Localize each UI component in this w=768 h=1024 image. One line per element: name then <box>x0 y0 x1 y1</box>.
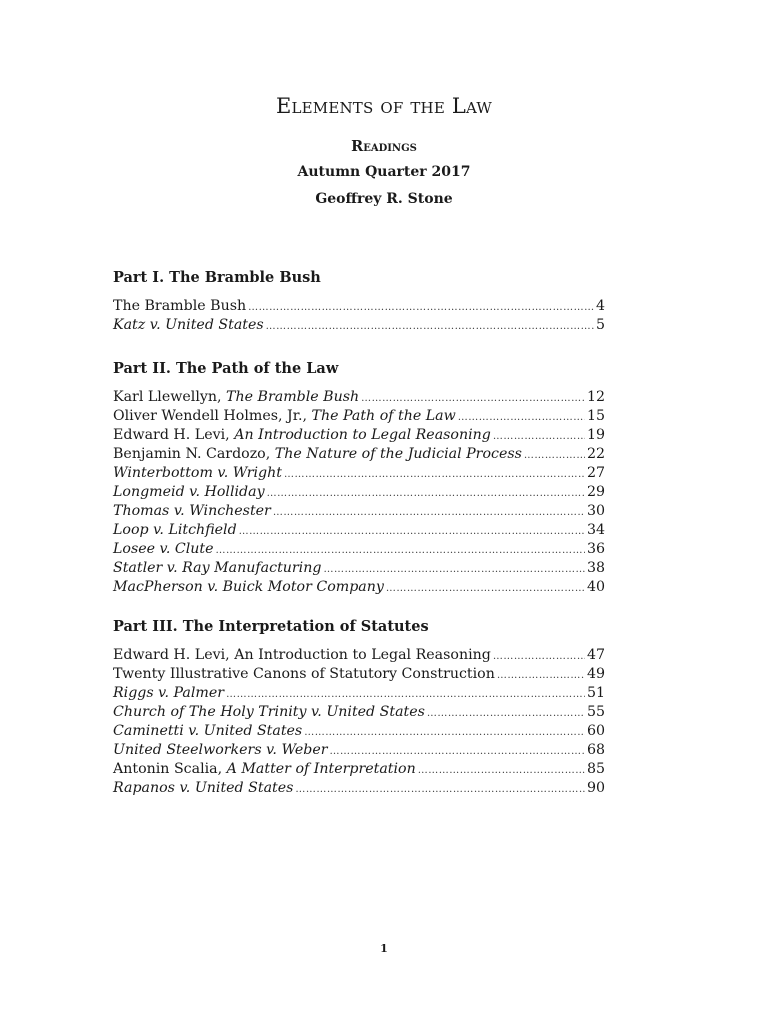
toc-entry-work: Church of The Holy Trinity v. United States <box>113 704 425 720</box>
toc-entry <box>113 297 605 316</box>
toc-entry-title <box>113 426 491 445</box>
toc-entry-page: 4 <box>595 298 605 314</box>
toc-entry <box>113 316 605 335</box>
toc-entry-title <box>113 316 264 335</box>
document-subtitle: Readings <box>351 138 417 155</box>
dot-leader <box>266 317 594 336</box>
toc-entry-title <box>113 741 328 760</box>
toc-entry-work: Riggs v. Palmer <box>113 685 225 701</box>
toc-entry-page: 12 <box>586 389 605 405</box>
toc-entry-title <box>113 779 293 798</box>
toc-entry <box>113 464 605 483</box>
dot-leader <box>493 647 585 666</box>
toc-entry-work: A Matter of Interpretation <box>226 761 416 777</box>
dot-leader <box>248 298 594 317</box>
dot-leader <box>284 465 585 484</box>
dot-leader <box>524 446 585 465</box>
toc-entry-title <box>113 684 224 703</box>
dot-leader <box>216 541 585 560</box>
toc-entry-work: The Bramble Bush <box>226 389 360 405</box>
toc-entry-work: Caminetti v. United States <box>113 723 303 739</box>
toc-entry <box>113 426 605 445</box>
part-3-section <box>113 617 605 798</box>
toc-entry-title <box>113 445 522 464</box>
toc-entry-work: Loop v. Litchfield <box>113 522 237 538</box>
toc-entry-page: 60 <box>586 723 605 739</box>
toc-entry-title <box>113 464 282 483</box>
toc-entry-title <box>113 665 495 684</box>
toc-entry-title <box>113 559 321 578</box>
dot-leader <box>295 780 585 799</box>
toc-entry-work: Losee v. Clute <box>113 541 214 557</box>
toc-entry <box>113 684 605 703</box>
toc-entry-page: 55 <box>586 704 605 720</box>
toc-entry-page: 36 <box>586 541 605 557</box>
part-1-section <box>113 268 605 335</box>
document-title: Elements of the Law <box>275 94 493 118</box>
toc-entry-work: The Bramble Bush <box>113 298 247 314</box>
dot-leader <box>304 723 585 742</box>
toc-entry-page: 5 <box>595 317 605 333</box>
toc-entry-page: 90 <box>586 780 605 796</box>
dot-leader <box>427 704 585 723</box>
author-name: Geoffrey R. Stone <box>315 191 453 207</box>
part-2-section <box>113 359 605 597</box>
toc-entry-work: Katz v. United States <box>113 317 264 333</box>
toc-entry <box>113 502 605 521</box>
toc-entry <box>113 445 605 464</box>
toc-entry-page: 29 <box>586 484 605 500</box>
toc-entry-author: Benjamin N. Cardozo, <box>113 446 275 462</box>
toc-entry-title <box>113 407 456 426</box>
toc-entry <box>113 521 605 540</box>
toc-entry-work: Thomas v. Winchester <box>113 503 271 519</box>
dot-leader <box>361 389 585 408</box>
toc-entry-title <box>113 646 491 665</box>
toc-entry-page: 47 <box>586 647 605 663</box>
toc-entry-work: Winterbottom v. Wright <box>113 465 282 481</box>
toc-entry-page: 49 <box>586 666 605 682</box>
toc-entry-work: MacPherson v. Buick Motor Company <box>113 579 384 595</box>
toc-entry-page: 19 <box>586 427 605 443</box>
toc-entry <box>113 578 605 597</box>
toc-entry-work: Statler v. Ray Manufacturing <box>113 560 322 576</box>
toc-entry-title <box>113 760 416 779</box>
dot-leader <box>226 685 585 704</box>
part-heading: Part II. The Path of the Law <box>113 360 339 377</box>
dot-leader <box>273 503 585 522</box>
toc-entry-work: An Introduction to Legal Reasoning <box>234 427 491 443</box>
toc-entry-page: 68 <box>586 742 605 758</box>
dot-leader <box>458 408 585 427</box>
dot-leader <box>493 427 585 446</box>
toc-entry-title <box>113 578 384 597</box>
dot-leader <box>330 742 585 761</box>
toc-entry-page: 15 <box>586 408 605 424</box>
toc-entry-author: Karl Llewellyn, <box>113 389 227 405</box>
toc-entry <box>113 407 605 426</box>
dot-leader <box>323 560 584 579</box>
toc-entry <box>113 703 605 722</box>
toc-entry <box>113 646 605 665</box>
dot-leader <box>267 484 585 503</box>
toc-entry <box>113 665 605 684</box>
toc-entry-title <box>113 388 359 407</box>
toc-entry-work: United Steelworkers v. Weber <box>113 742 328 758</box>
toc-entry <box>113 741 605 760</box>
toc-entry-title <box>113 297 246 316</box>
toc-entry-page: 34 <box>586 522 605 538</box>
toc-entry-title <box>113 521 237 540</box>
toc-entry-title <box>113 722 302 741</box>
toc-entry-author: Edward H. Levi, An Introduction to Legal Reasoning <box>113 647 491 663</box>
toc-entry-page: 85 <box>586 761 605 777</box>
toc-entry-work: The Nature of the Judicial Process <box>274 446 522 462</box>
dot-leader <box>418 761 585 780</box>
toc-entry-author: Oliver Wendell Holmes, Jr., <box>113 408 312 424</box>
toc-entry <box>113 540 605 559</box>
toc-entry-work: The Path of the Law <box>311 408 456 424</box>
term-label: Autumn Quarter 2017 <box>297 164 471 180</box>
toc-entry-page: 30 <box>586 503 605 519</box>
toc-entry <box>113 722 605 741</box>
toc-entry-work: Longmeid v. Holliday <box>113 484 265 500</box>
toc-entry-page: 22 <box>586 446 605 462</box>
toc-entry <box>113 559 605 578</box>
toc-entry <box>113 779 605 798</box>
dot-leader <box>386 579 585 598</box>
toc-entry <box>113 760 605 779</box>
toc-entry-author: Antonin Scalia, <box>113 761 227 777</box>
toc-entry-page: 51 <box>586 685 605 701</box>
part-heading: Part I. The Bramble Bush <box>113 269 321 286</box>
toc-entry-title <box>113 540 214 559</box>
dot-leader <box>497 666 585 685</box>
toc-entry-page: 27 <box>586 465 605 481</box>
toc-entry-title <box>113 502 271 521</box>
toc-entry-title <box>113 483 265 502</box>
toc-entry-page: 38 <box>586 560 605 576</box>
toc-entry-work: Rapanos v. United States <box>113 780 294 796</box>
page-number: 1 <box>380 942 388 955</box>
toc-entry-page: 40 <box>586 579 605 595</box>
toc-entry <box>113 388 605 407</box>
toc-entry-title <box>113 703 425 722</box>
dot-leader <box>239 522 585 541</box>
toc-entry <box>113 483 605 502</box>
part-heading: Part III. The Interpretation of Statutes <box>113 618 429 635</box>
toc-entry-author: Edward H. Levi, <box>113 427 235 443</box>
toc-entry-author: Twenty Illustrative Canons of Statutory Construction <box>113 666 495 682</box>
